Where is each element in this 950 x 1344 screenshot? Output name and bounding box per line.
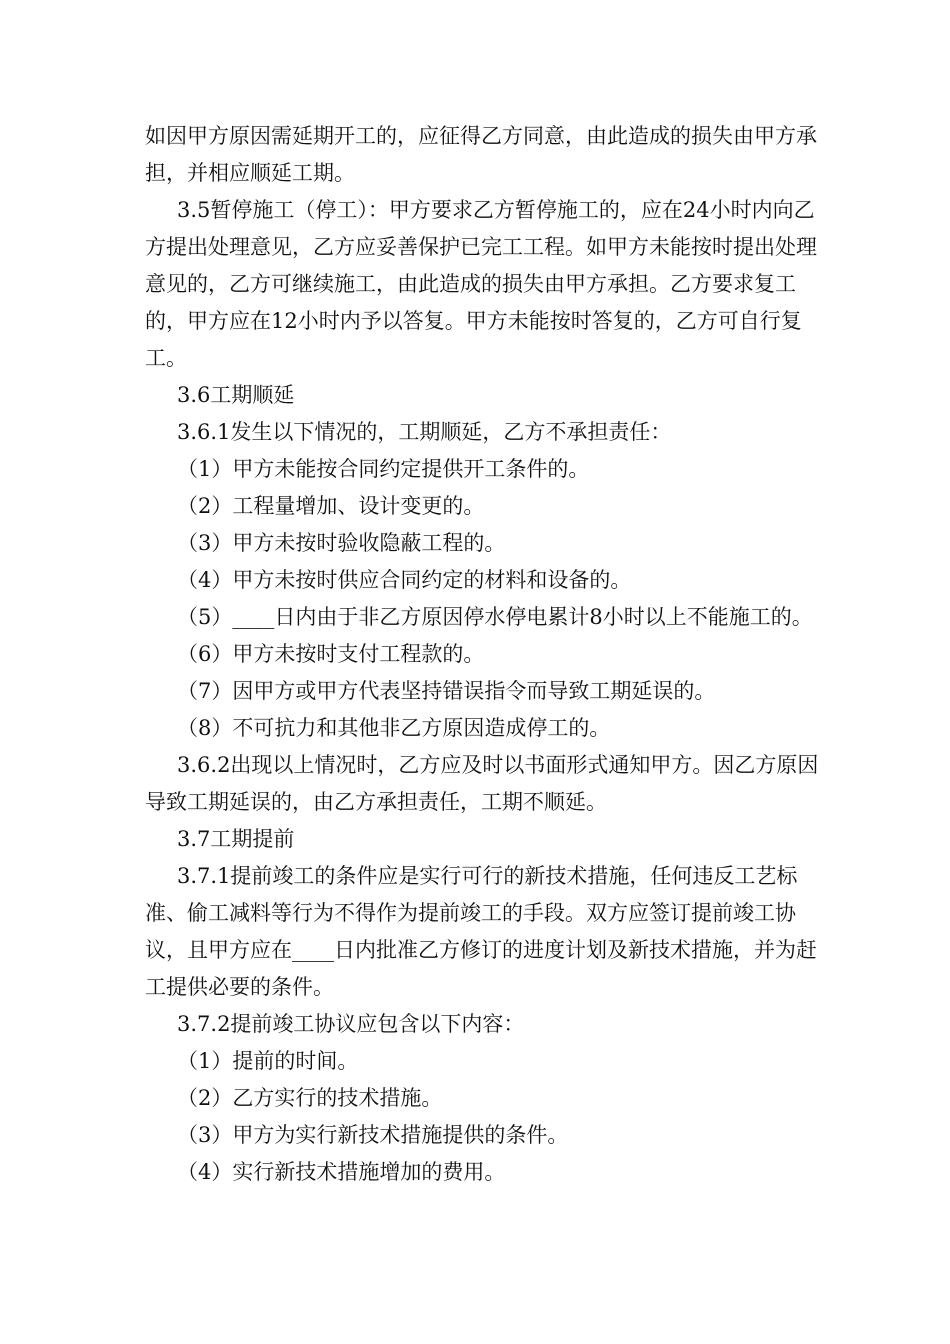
- paragraph-3-6-2: 3.6.2出现以上情况时，乙方应及时以书面形式通知甲方。因乙方原因导致工期延误的，由乙方承担责任，工期不顺延。: [145, 753, 819, 814]
- paragraph-3-7-1: 3.7.1提前竣工的条件应是实行可行的新技术措施，任何违反工艺标准、偷工减料等行为不得作为提前竣工的手段。双方应签订提前竣工协议，且甲方应在____日内批准乙方修订的进度计划及新技术措施，并为赶工提供必要的条件。: [145, 864, 817, 999]
- heading-3-7: 3.7工期提前: [177, 827, 295, 851]
- list-item-3-6-1-4: （4）甲方未按时供应合同约定的材料和设备的。: [177, 568, 632, 592]
- list-item-3-7-2-4: （4）实行新技术措施增加的费用。: [177, 1160, 506, 1184]
- heading-3-6: 3.6工期顺延: [177, 383, 295, 407]
- list-item-3-6-1-3: （3）甲方未按时验收隐蔽工程的。: [177, 531, 506, 555]
- paragraph-3-6-1: 3.6.1发生以下情况的，工期顺延，乙方不承担责任：: [177, 420, 672, 444]
- list-item-3-7-2-1: （1）提前的时间。: [177, 1049, 359, 1073]
- list-item-3-6-1-2: （2）工程量增加、设计变更的。: [177, 494, 485, 518]
- list-item-3-6-1-7: （7）因甲方或甲方代表坚持错误指令而导致工期延误的。: [177, 679, 716, 703]
- list-item-3-6-1-6: （6）甲方未按时支付工程款的。: [177, 642, 485, 666]
- list-item-3-6-1-8: （8）不可抗力和其他非乙方原因造成停工的。: [177, 716, 611, 740]
- document-body: [145, 118, 825, 1191]
- list-item-3-6-1-1: （1）甲方未能按合同约定提供开工条件的。: [177, 457, 590, 481]
- paragraph-delay-start: 如因甲方原因需延期开工的，应征得乙方同意，由此造成的损失由甲方承担，并相应顺延工期。: [145, 124, 817, 185]
- paragraph-3-7-2: 3.7.2提前竣工协议应包含以下内容：: [177, 1012, 525, 1036]
- paragraph-3-5-suspension: 3.5暂停施工（停工）：甲方要求乙方暂停施工的，应在24小时内向乙方提出处理意见，乙方应妥善保护已完工工程。如甲方未能按时提出处理意见的，乙方可继续施工，由此造成的损失由甲方承担。乙方要求复工的，甲方应在12小时内予以答复。甲方未能按时答复的，乙方可自行复工。: [145, 198, 817, 370]
- list-item-3-7-2-3: （3）甲方为实行新技术措施提供的条件。: [177, 1123, 569, 1147]
- list-item-3-6-1-5: （5）____日内由于非乙方原因停水停电累计8小时以上不能施工的。: [177, 605, 813, 629]
- list-item-3-7-2-2: （2）乙方实行的技术措施。: [177, 1086, 443, 1110]
